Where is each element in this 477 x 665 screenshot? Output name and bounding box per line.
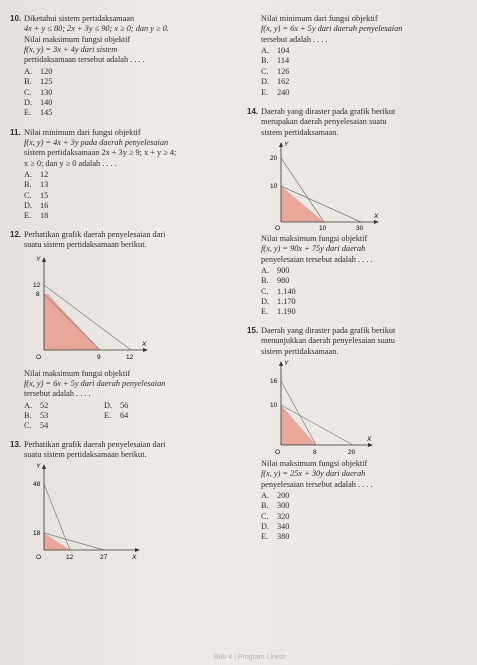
tick-label: 8 bbox=[36, 290, 40, 298]
origin-label: O bbox=[36, 554, 42, 562]
question-text: Nilai maksimum fungsi objektif bbox=[24, 368, 131, 378]
answer-option[interactable]: E. 64 bbox=[104, 410, 129, 420]
tick-label: 16 bbox=[270, 377, 278, 385]
axis-label-y: Y bbox=[36, 463, 41, 471]
question-text: suatu sistem pertidaksamaan berikut. bbox=[24, 240, 147, 250]
question-number: 11. bbox=[10, 127, 21, 137]
tick-label: 48 bbox=[33, 481, 41, 489]
axis-label-y: Y bbox=[284, 140, 289, 148]
feasible-region bbox=[281, 186, 324, 222]
question-text: suatu sistem pertidaksamaan berikut. bbox=[24, 450, 147, 460]
tick-label: 12 bbox=[33, 281, 41, 289]
feasible-region-graph bbox=[261, 138, 391, 234]
answer-option[interactable]: C. 320 bbox=[261, 511, 290, 521]
arrow-icon bbox=[135, 548, 140, 552]
question-text: Nilai maksimum fungsi objektif bbox=[24, 34, 131, 44]
question-text: tersebut adalah . . . . bbox=[261, 34, 328, 44]
question-13 bbox=[10, 440, 235, 579]
tick-label: 9 bbox=[97, 353, 101, 361]
arrow-icon bbox=[42, 257, 46, 262]
feasible-region-graph bbox=[24, 460, 154, 578]
axis-label-y: Y bbox=[284, 359, 289, 367]
feasible-region bbox=[44, 533, 70, 550]
answer-option[interactable]: D. 56 bbox=[104, 400, 129, 410]
feasible-region bbox=[281, 405, 316, 445]
right-column bbox=[247, 14, 472, 553]
question-text: f(x, y) = 6x + 5y dari daerah penyelesaian bbox=[261, 24, 403, 34]
tick-label: 10 bbox=[270, 182, 278, 190]
answer-option[interactable]: E. 240 bbox=[261, 87, 290, 97]
arrow-icon bbox=[42, 464, 46, 469]
answer-option[interactable]: A. 120 bbox=[24, 66, 53, 76]
answer-option[interactable]: B. 125 bbox=[24, 77, 53, 87]
question-number: 12. bbox=[10, 229, 22, 239]
answer-option[interactable]: C. 54 bbox=[24, 421, 49, 431]
question-text: 4x + y ≤ 80; 2x + 3y ≤ 90; x ≥ 0; dan y ≥ 0. bbox=[24, 24, 169, 34]
arrow-icon bbox=[279, 142, 283, 147]
question-text: tersebut adalah . . . . bbox=[24, 389, 91, 399]
answer-option[interactable]: A. 52 bbox=[24, 400, 49, 410]
answer-option[interactable]: D. 140 bbox=[24, 97, 53, 107]
axis-label-x: X bbox=[142, 340, 147, 348]
question-text: Nilai minimum dari fungsi objektif bbox=[261, 14, 378, 23]
answer-option[interactable]: D. 340 bbox=[261, 522, 290, 532]
question-text: f(x, y) = 6x + 5y dari daerah penyelesaian bbox=[24, 378, 166, 388]
question-text: sistem pertidaksamaan 2x + 3y ≥ 9; x + y ≥ 4; bbox=[24, 148, 177, 158]
question-number: 10. bbox=[10, 14, 22, 23]
axis-label-x: X bbox=[132, 554, 137, 562]
answer-option[interactable]: C. 15 bbox=[24, 190, 49, 200]
feasible-region-graph bbox=[24, 251, 154, 369]
question-number: 13. bbox=[10, 439, 22, 449]
question-text: Perhatikan grafik daerah penyelesaian dari bbox=[24, 439, 166, 449]
answer-option[interactable]: A. 900 bbox=[261, 266, 290, 276]
question-text: f(x, y) = 90x + 75y dari daerah bbox=[261, 244, 366, 254]
tick-label: 10 bbox=[319, 224, 327, 232]
answer-option[interactable]: D. 1.170 bbox=[261, 297, 296, 307]
answer-option[interactable]: E. 145 bbox=[24, 108, 53, 118]
question-10-continued bbox=[247, 14, 472, 98]
question-12 bbox=[10, 230, 235, 432]
question-11 bbox=[10, 128, 235, 222]
question-number: 15. bbox=[247, 325, 259, 335]
answer-option[interactable]: E. 380 bbox=[261, 532, 290, 542]
answer-option[interactable]: D. 162 bbox=[261, 77, 290, 87]
question-text: Nilai maksimum fungsi objektif bbox=[261, 458, 368, 468]
arrow-icon bbox=[279, 361, 283, 366]
tick-label: 30 bbox=[356, 224, 364, 232]
tick-label: 12 bbox=[126, 353, 134, 361]
question-text: Diketahui sistem pertidaksamaan bbox=[24, 14, 135, 23]
arrow-icon bbox=[368, 443, 373, 447]
arrow-icon bbox=[143, 348, 148, 352]
axis-label-x: X bbox=[374, 212, 379, 220]
question-text: Daerah yang diraster pada grafik berikut bbox=[261, 106, 396, 116]
question-text: merupakan daerah penyelesaian suatu bbox=[261, 117, 387, 127]
question-text: menunjukkan daerah penyelesaian suatu bbox=[261, 336, 395, 346]
answer-option[interactable]: B. 13 bbox=[24, 180, 49, 190]
tick-label: 10 bbox=[270, 401, 278, 409]
question-text: Daerah yang diraster pada grafik berikut bbox=[261, 325, 396, 335]
answer-option[interactable]: C. 130 bbox=[24, 87, 53, 97]
question-text: Nilai minimum dari fungsi objektif bbox=[24, 127, 141, 137]
tick-label: 12 bbox=[66, 554, 74, 562]
answer-option[interactable]: B. 114 bbox=[261, 56, 290, 66]
question-text: penyelesaian tersebut adalah . . . . bbox=[261, 254, 373, 264]
question-text: sistem pertidaksamaan. bbox=[261, 127, 339, 137]
tick-label: 27 bbox=[100, 554, 108, 562]
question-text: penyelesaian tersebut adalah . . . . bbox=[261, 479, 373, 489]
question-text: Perhatikan grafik daerah penyelesaian dari bbox=[24, 229, 166, 239]
answer-option[interactable]: B. 53 bbox=[24, 410, 49, 420]
axis-label-y: Y bbox=[36, 255, 41, 263]
tick-label: 8 bbox=[313, 448, 317, 456]
question-text: f(x, y) = 4x + 3y pada daerah penyelesaian bbox=[24, 137, 169, 147]
left-column bbox=[10, 14, 235, 588]
answer-option[interactable]: E. 1.190 bbox=[261, 307, 296, 317]
tick-label: 20 bbox=[270, 154, 278, 162]
question-text: x ≥ 0; dan y ≥ 0 adalah . . . . bbox=[24, 158, 117, 168]
origin-label: O bbox=[36, 353, 42, 361]
answer-option[interactable]: C. 126 bbox=[261, 66, 290, 76]
question-text: Nilai maksimum fungsi objektif bbox=[261, 233, 368, 243]
origin-label: O bbox=[275, 448, 281, 456]
answer-option[interactable]: A. 200 bbox=[261, 490, 290, 500]
question-14 bbox=[247, 107, 472, 318]
tick-label: 20 bbox=[348, 448, 356, 456]
question-15 bbox=[247, 326, 472, 543]
question-10 bbox=[10, 14, 235, 119]
answer-option[interactable]: E. 18 bbox=[24, 211, 49, 221]
question-text: f(x, y) = 25x + 30y dari daerah bbox=[261, 469, 366, 479]
arrow-icon bbox=[374, 220, 379, 224]
answer-option[interactable]: D. 16 bbox=[24, 201, 49, 211]
answer-option[interactable]: B. 980 bbox=[261, 276, 290, 286]
question-number: 14. bbox=[247, 106, 259, 116]
answer-option[interactable]: C. 1.140 bbox=[261, 286, 296, 296]
feasible-region-graph bbox=[261, 357, 391, 459]
question-text: pertidaksamaan tersebut adalah . . . . bbox=[24, 55, 145, 65]
tick-label: 18 bbox=[33, 530, 41, 538]
question-text: f(x, y) = 3x + 4y dari sistem bbox=[24, 45, 118, 55]
answer-option[interactable]: B. 300 bbox=[261, 501, 290, 511]
answer-option[interactable]: A. 104 bbox=[261, 46, 290, 56]
question-text: sistem pertidaksamaan. bbox=[261, 346, 339, 356]
axis-label-x: X bbox=[367, 435, 372, 443]
answer-option[interactable]: A. 12 bbox=[24, 170, 49, 180]
origin-label: O bbox=[275, 224, 281, 232]
page-footer: Bab 4 | Program Linear bbox=[213, 654, 287, 661]
